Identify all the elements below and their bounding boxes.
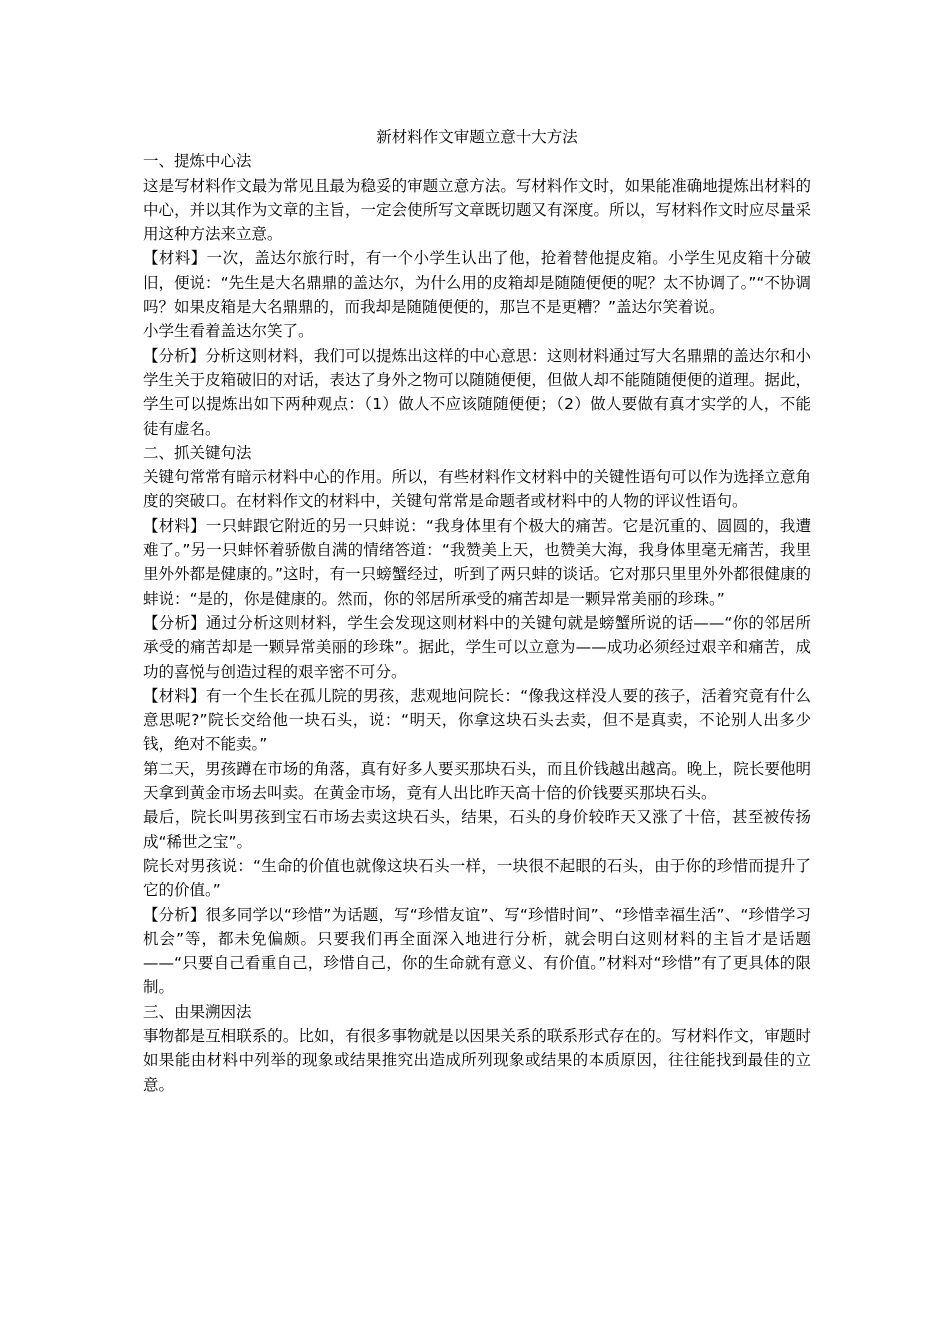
paragraph-analysis-1: 【分析】分析这则材料，我们可以提炼出这样的中心意思：这则材料通过写大名鼎鼎的盖达尔和小学生关于皮箱破旧的对话，表达了身外之物可以随随便便，但做人却不能随随便便的道理。据此，学生可以提炼出如下两种观点：（1）做人不应该随随便便；（2）做人要做有真才实学的人，不能徒有虚名。 <box>143 346 811 438</box>
paragraph-intro-2: 关键句常常有暗示材料中心的作用。所以，有些材料作文材料中的关键性语句可以作为选择立意角度的突破口。在材料作文的材料中，关键句常常是命题者或材料中的人物的评议性语句。 <box>143 468 811 511</box>
paragraph-intro-3: 事物都是互相联系的。比如，有很多事物就是以因果关系的联系形式存在的。写材料作文，审题时如果能由材料中列举的现象或结果推究出造成所列现象或结果的本质原因，往往能找到最佳的立意。 <box>143 1026 811 1094</box>
section-heading-3: 三、由果溯因法 <box>143 1002 252 1021</box>
paragraph-material-1-ending: 小学生看着盖达尔笑了。 <box>143 322 314 341</box>
document-body <box>143 125 811 1097</box>
paragraph-material-2: 【材料】一只蚌跟它附近的另一只蚌说：“我身体里有个极大的痛苦。它是沉重的、圆圆的，我遭难了。”另一只蚌怀着骄傲自满的情绪答道：“我赞美上天，也赞美大海，我身体里毫无痛苦，我里里外外都是健康的。”这时，有一只螃蟹经过，听到了两只蚌的谈话。它对那只里里外外都很健康的蚌说：“是的，你是健康的。然而，你的邻居所承受的痛苦却是一颗异常美丽的珍珠。” <box>143 516 811 608</box>
paragraph-material-3-day2: 第二天，男孩蹲在市场的角落，真有好多人要买那块石头，而且价钱越出越高。晚上，院长要他明天拿到黄金市场去叫卖。在黄金市场，竟有人出比昨天高十倍的价钱要买那块石头。 <box>143 759 811 803</box>
paragraph-analysis-3: 【分析】很多同学以“珍惜”为话题，写“珍惜友谊”、写“珍惜时间”、“珍惜幸福生活”、“珍惜学习机会”等，都未免偏颇。只要我们再全面深入地进行分析，就会明白这则材料的主旨才是话题——“只要自己看重自己，珍惜自己，你的生命就有意义、有价值。”材料对“珍惜”有了更具体的限制。 <box>143 905 811 997</box>
paragraph-material-3-quote: 院长对男孩说：“生命的价值也就像这块石头一样，一块很不起眼的石头，由于你的珍惜而提升了它的价值。” <box>143 856 811 900</box>
paragraph-material-3-final: 最后，院长叫男孩到宝石市场去卖这块石头，结果，石头的身价较昨天又涨了十倍，甚至被传扬成“稀世之宝”。 <box>143 808 811 851</box>
paragraph-intro-1: 这是写材料作文最为常见且最为稳妥的审题立意方法。写材料作文时，如果能准确地提炼出材料的中心，并以其作为文章的主旨，一定会使所写文章既切题又有深度。所以，写材料作文时应尽量采用这种方法来立意。 <box>143 176 811 244</box>
paragraph-analysis-2: 【分析】通过分析这则材料，学生会发现这则材料中的关键句就是螃蟹所说的话——“你的邻居所承受的痛苦却是一颗异常美丽的珍珠”。据此，学生可以立意为——成功必须经过艰辛和痛苦，成功的喜悦与创造过程的艰辛密不可分。 <box>143 613 811 681</box>
section-heading-1: 一、提炼中心法 <box>143 152 252 171</box>
document-title: 新材料作文审题立意十大方法 <box>376 128 578 146</box>
paragraph-material-3: 【材料】有一个生长在孤儿院的男孩，悲观地问院长：“像我这样没人要的孩子，活着究竟有什么意思呢?”院长交给他一块石头，说：“明天，你拿这块石头去卖，但不是真卖，不论别人出多少钱，绝对不能卖。” <box>143 686 811 754</box>
section-heading-2: 二、抓关键句法 <box>143 443 252 462</box>
paragraph-material-1: 【材料】一次，盖达尔旅行时，有一个小学生认出了他，抢着替他提皮箱。小学生见皮箱十分破旧，便说：“先生是大名鼎鼎的盖达尔，为什么用的皮箱却是随随便便的呢？太不协调了。”“不协调吗？如果皮箱是大名鼎鼎的，而我却是随随便便的，那岂不是更糟？”盖达尔笑着说。 <box>143 249 811 317</box>
